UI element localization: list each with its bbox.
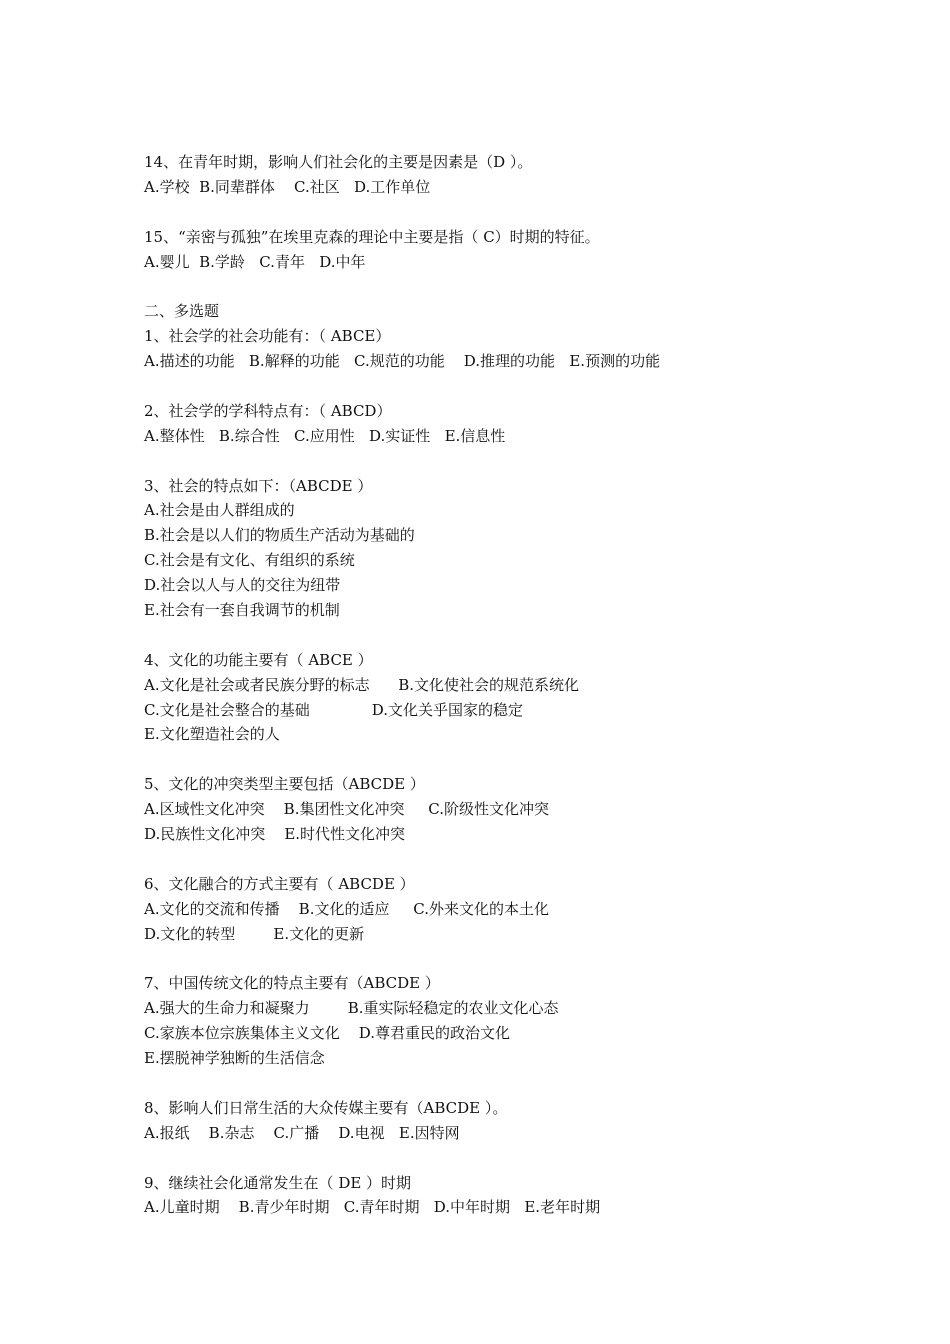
text-line: 15、“亲密与孤独”在埃里克森的理论中主要是指（ C）时期的特征。	[144, 227, 600, 246]
document-page	[144, 150, 864, 1220]
blank-line	[144, 200, 864, 225]
text-line: C.社会是有文化、有组织的系统	[144, 551, 355, 570]
blank-line	[144, 1071, 864, 1096]
text-line: 14、在青年时期，影响人们社会化的主要是因素是（D ）。	[144, 153, 533, 171]
text-line: A.整体性 B.综合性 C.应用性 D.实证性 E.信息性	[144, 426, 506, 445]
text-line: E.社会有一套自我调节的机制	[144, 601, 340, 620]
blank-line	[144, 947, 864, 972]
text-line: A.社会是由人群组成的	[144, 501, 295, 520]
text-line: A.文化是社会或者民族分野的标志 B.文化使社会的规范系统化	[144, 675, 580, 694]
text-line: C.家族本位宗族集体主义文化 D.尊君重民的政治文化	[144, 1024, 511, 1043]
text-line: 2、社会学的学科特点有：（ ABCD）	[144, 401, 392, 420]
text-line: E.文化塑造社会的人	[144, 725, 280, 744]
text-line: 9、继续社会化通常发生在（ DE ）时期	[144, 1173, 412, 1192]
text-line: A.区域性文化冲突 B.集团性文化冲突 C.阶级性文化冲突	[144, 800, 550, 819]
text-line: 4、文化的功能主要有（ ABCE ）	[144, 650, 373, 669]
text-line: D.文化的转型 E.文化的更新	[144, 924, 365, 943]
text-line: E.摆脱神学独断的生活信念	[144, 1049, 325, 1068]
blank-line	[144, 449, 864, 474]
blank-line	[144, 623, 864, 648]
text-line: D.民族性文化冲突 E.时代性文化冲突	[144, 825, 406, 844]
text-line: A.儿童时期 B.青少年时期 C.青年时期 D.中年时期 E.老年时期	[144, 1198, 601, 1217]
text-line: 1、社会学的社会功能有：（ ABCE）	[144, 327, 391, 346]
text-line: 3、社会的特点如下：（ABCDE ）	[144, 476, 373, 495]
blank-line	[144, 374, 864, 399]
text-line: A.描述的功能 B.解释的功能 C.规范的功能 D.推理的功能 E.预测的功能	[144, 352, 661, 371]
text-line: A.婴儿 B.学龄 C.青年 D.中年	[144, 252, 366, 271]
text-line: 6、文化融合的方式主要有（ ABCDE ）	[144, 874, 415, 893]
text-line: B.社会是以人们的物质生产活动为基础的	[144, 526, 415, 545]
text-line: 二、多选题	[144, 302, 220, 321]
blank-line	[144, 747, 864, 772]
text-line: D.社会以人与人的交往为纽带	[144, 576, 341, 595]
blank-line	[144, 274, 864, 299]
text-line: 8、影响人们日常生活的大众传媒主要有（ABCDE ）。	[144, 1098, 508, 1117]
text-line: A.强大的生命力和凝聚力 B.重实际轻稳定的农业文化心态	[144, 999, 559, 1018]
blank-line	[144, 847, 864, 872]
text-line: 5、文化的冲突类型主要包括（ABCDE ）	[144, 775, 425, 794]
text-line: A.学校 B.同辈群体 C.社区 D.工作单位	[144, 177, 431, 196]
text-line: 7、中国传统文化的特点主要有（ABCDE ）	[144, 974, 440, 993]
blank-line	[144, 1146, 864, 1171]
text-line: A.报纸 B.杂志 C.广播 D.电视 E.因特网	[144, 1123, 460, 1142]
text-line: C.文化是社会整合的基础 D.文化关乎国家的稳定	[144, 700, 523, 719]
text-line: A.文化的交流和传播 B.文化的适应 C.外来文化的本土化	[144, 899, 550, 918]
